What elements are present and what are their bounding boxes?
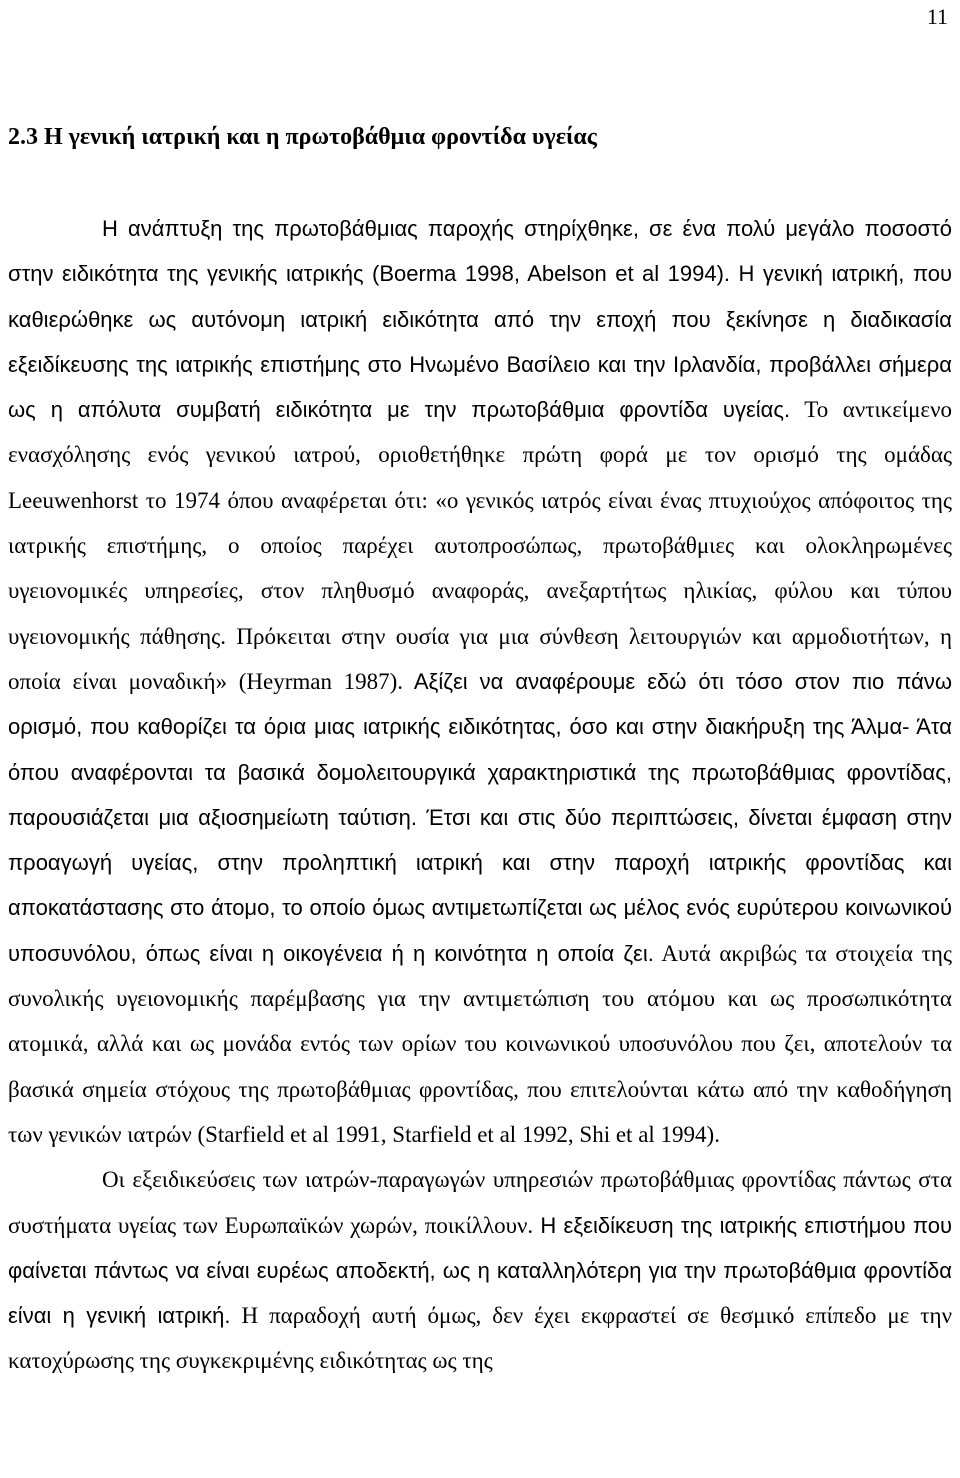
paragraph-text: Αυτά ακριβώς τα στοιχεία της συνολικής υγειονομικής παρέμβασης για την αντιμετώπιση του ατόμου και ως προσωπικότητα ατομικά, αλλά και ως μονάδα εντός των ορίων του κοινωνικού υποσυνόλου που ζει, αποτελούν τα βασικά σημεία στόχους της πρωτοβάθμιας φροντίδας, που επιτελούνται κάτω από την καθοδήγηση των γενικών ιατρών (Starfield et al 1991, Starfield et al 1992, Shi et al 1994). — [8, 940, 952, 1147]
paragraph — [8, 1157, 952, 1383]
paragraph — [8, 206, 952, 1157]
page-number: 11 — [926, 4, 948, 29]
paragraph-text: Η παραδοχή αυτή όμως, δεν έχει εκφραστεί σε θεσμικό επίπεδο με την κατοχύρωσης της συγκεκριμένης ειδικότητας ως της — [8, 1303, 952, 1374]
body-text — [8, 206, 952, 1384]
paragraph-text: Η ανάπτυξη της πρωτοβάθμιας παροχής στηρίχθηκε, σε ένα πολύ μεγάλο ποσοστό στην ειδικότητα της γενικής ιατρικής (Boerma 1998, Abelson et al 1994). Η γενική ιατρική, που καθιερώθηκε ως αυτόνομη ιατρική ειδικότητα από την εποχή που ξεκίνησε η διαδικασία εξειδίκευσης της ιατρικής επιστήμης στο Ηνωμένο Βασίλειο και την Ιρλανδία, προβάλλει σήμερα ως η απόλυτα συμβατή ειδικότητα με την πρωτοβάθμια φροντίδα υγείας. — [8, 216, 952, 423]
paragraph-text: Το αντικείμενο ενασχόλησης ενός γενικού ιατρού, οριοθετήθηκε πρώτη φορά με τον ορισμό της ομάδας Leeuwenhorst το 1974 όπου αναφέρεται ότι: «ο γενικός ιατρός είναι ένας πτυχιούχος απόφοιτος της ιατρικής επιστήμης, ο οποίος παρέχει αυτοπροσώπως, πρωτοβάθμιες και ολοκληρωμένες υγειονομικές υπηρεσίες, στον πληθυσμό αναφοράς, ανεξαρτήτως ηλικίας, φύλου και τύπου υγειονομικής πάθησης. Πρόκειται στην ουσία για μια σύνθεση λειτουργιών και αρμοδιοτήτων, η οποία είναι μοναδική» (Heyrman 1987). — [8, 397, 952, 694]
section-heading: 2.3 Η γενική ιατρική και η πρωτοβάθμια φροντίδα υγείας — [8, 124, 597, 150]
paragraph-text: Αξίζει να αναφέρουμε εδώ ότι τόσο στον πιο πάνω ορισμό, που καθορίζει τα όρια μιας ιατρικής ειδικότητας, όσο και στην διακήρυξη της Άλμα- Άτα όπου αναφέρονται τα βασικά δομολειτουργικά χαρακτηριστικά της πρωτοβάθμιας φροντίδας, παρουσιάζεται μια αξιοσημείωτη ταύτιση. Έτσι και στις δύο περιπτώσεις, δίνεται έμφαση στην προαγωγή υγείας, στην προληπτική ιατρική και στην παροχή ιατρικής φροντίδας και αποκατάστασης στο άτομο, το οποίο όμως αντιμετωπίζεται ως μέλος ενός ευρύτερου κοινωνικού υποσυνόλου, όπως είναι η οικογένεια ή η κοινότητα η οποία ζει. — [8, 668, 953, 966]
paragraph-text: Οι εξειδικεύσεις των ιατρών-παραγωγών υπηρεσιών πρωτοβάθμιας φροντίδας πάντως στα συστήματα υγείας των Ευρωπαϊκών χωρών, ποικίλλουν. — [8, 1167, 952, 1238]
paragraph-text: Η εξειδίκευση της ιατρικής επιστήμου που φαίνεται πάντως να είναι ευρέως αποδεκτή, ως η καταλληλότερη για την πρωτοβάθμια φροντίδα είναι η γενική ιατρική. — [8, 1212, 952, 1329]
